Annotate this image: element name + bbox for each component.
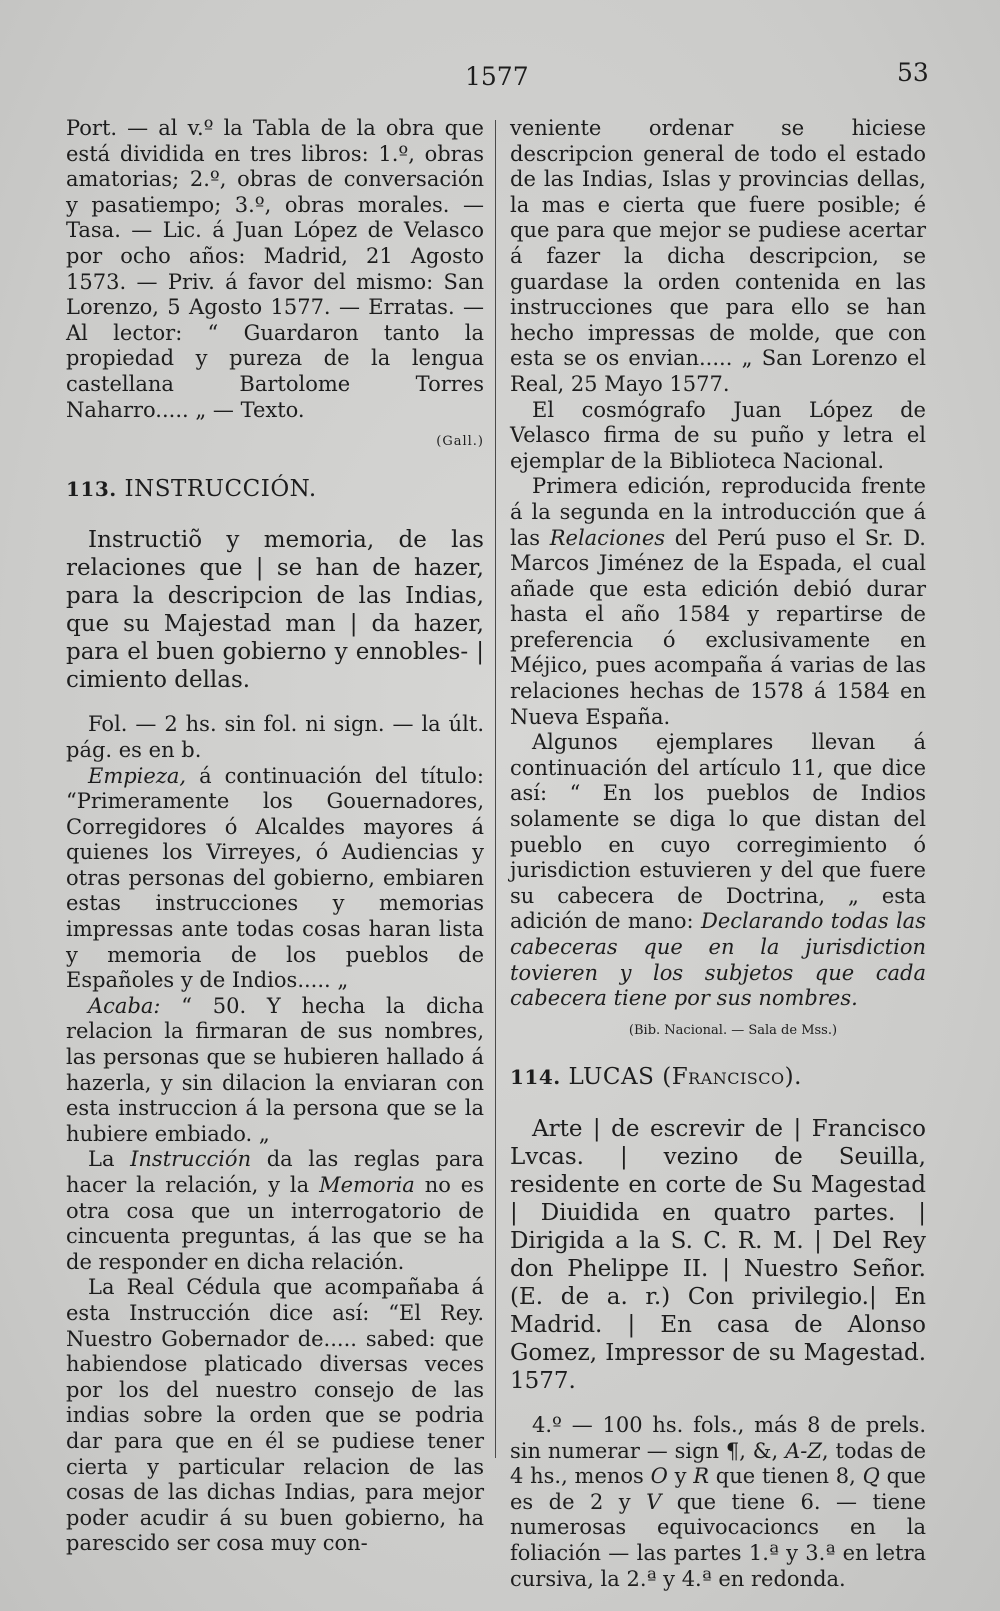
acaba-label: Acaba: [88, 993, 161, 1018]
text-run: Primera edición, reproducida frente á la segunda en la introducción que á las [510, 474, 926, 550]
text-run: que tiene 6. — tiene numerosas equivocacioncs en la foliación — las partes 1.ª y 3.ª en letra cursiva, la 2.ª y 4.ª en redonda. [510, 1489, 926, 1591]
entry-114-title: Arte | de escrevir de | Francisco Lvcas. | vezino de Seuilla, residente en corte de Su Magestad | Diuidida en quatro partes. | Dirigida a la S. C. R. M. | Del Rey don Phelippe II. | Nuestro Señor. (E. de a. r.) Con privilegio.| En Madrid. | En casa de Alonso Gomez, Impressor de su Magestad. 1577. [510, 1115, 926, 1394]
text-run: Algunos ejemplares llevan á continuación del artículo 11, que dice así: “ En los pueblos de Indios solamente se diga lo que distan del pueblo en cuyo corregimiento ó jurisdiction estuvieren y del que fuere su cabecera de Doctrina, „ esta adición de mano: [510, 730, 926, 934]
instruccion-italic: Instrucción [130, 1147, 252, 1172]
sign-o: O [650, 1464, 668, 1489]
entry-113-title-word: INSTRUCCIÓN. [124, 475, 317, 502]
text-run: , todas de 4 hs., menos [510, 1438, 927, 1489]
sign-r: R [693, 1464, 710, 1489]
empieza-paragraph [66, 764, 484, 994]
column-divider [495, 120, 496, 1458]
entry-113-title: Instructiõ y memoria, de las relaciones que | se han de hazer, para la descripcion de las Indias, que su Majestad man | da hazer, para el buen gobierno y ennobles- | cimiento dellas. [66, 527, 484, 694]
empieza-text: á continuación del título: “Primeramente los Gouernadores, Corregidores ó Alcaldes mayores á quienes los Virreyes, ó Audiencias y otras personas del gobierno, embiaren estas instrucciones y memorias impressas ante todas cosas haran lista y memoria de los pueblos de Españoles y de Indios..... „ [66, 763, 484, 993]
right-column [510, 116, 926, 1592]
memoria-italic: Memoria [319, 1173, 415, 1197]
source-bib-nacional: (Bib. Nacional. — Sala de Mss.) [628, 1022, 838, 1038]
entry-113-heading [66, 477, 484, 503]
text-run: 4.º — 100 hs. fols., más 8 de prels. sin numerar — sign ¶, &, [510, 1412, 926, 1463]
sign-q: Q [862, 1464, 880, 1489]
instruccion-paragraph [66, 1147, 484, 1275]
relaciones-italic: Relaciones [549, 525, 666, 550]
adicion-italic: Declarando todas las cabeceras que en la jurisdiction tovieren y los subjetos que cada cabecera tiene por sus nombres. [510, 909, 926, 1011]
fol-paragraph: Fol. — 2 hs. sin fol. ni sign. — la últ. pág. es en b. [66, 712, 484, 762]
empieza-label: Empieza, [88, 763, 187, 788]
acaba-paragraph [66, 994, 484, 1148]
continuation-paragraph: veniente ordenar se hiciese descripcion general de todo el estado de las Indias, Islas y provincias dellas, la mas e cierta que fuere posible; é que para que mejor se pudiese acertar á fazer la dicha descripcion, se guardase la orden contenida en las instrucciones que para ello se han hecho impressas de molde, que con esta se os envian..... „ San Lorenzo el Real, 25 Mayo 1577. [510, 116, 926, 396]
entry-114-heading [510, 1065, 926, 1091]
cedula-paragraph: La Real Cédula que acompañaba á esta Instrucción dice así: “El Rey. Nuestro Gobernador de..... sabed: que habiendose platicado diversas veces por los del nuestro consejo de las indias sobre la orden que se podria dar para que en él se pudiese tener cierta y particular relacion de las cosas de las dichas Indias, para mejor poder acudir á su buen gobierno, ha parescido ser cosa muy con- [66, 1275, 484, 1556]
acaba-text: “ 50. Y hecha la dicha relacion la firmaran de sus nombres, las personas que se hubieren hallado á hazerla, y sin dilacion la enviaran con esta instruccion á la persona que se la hubiere embiado. „ [66, 993, 484, 1146]
entry-114-name: LUCAS ( [568, 1064, 672, 1091]
text-run: y [674, 1464, 687, 1489]
text-run: da las reglas para hacer la relación, y la [66, 1147, 484, 1197]
text-run: que tienen 8, [715, 1464, 856, 1489]
primera-edicion-paragraph [510, 474, 926, 730]
text-run: que es de 2 y [510, 1464, 926, 1514]
sign-v: V [646, 1489, 662, 1514]
entry-113-number: 113. [66, 476, 117, 501]
running-header-year: 1577 [465, 62, 529, 91]
page-number: 53 [897, 58, 929, 87]
source-gall: (Gall.) [436, 434, 484, 450]
left-column [66, 116, 484, 1557]
text-run: del Perú puso el Sr. D. Marcos Jiménez de la Espada, el cual añade que esta edición debió durar hasta el año 1584 y repartirse de preferencia ó exclusivamente en Méjico, pues acompaña á varias de las relaciones hechas de 1578 á 1584 en Nueva España. [510, 525, 926, 729]
text-run: no es otra cosa que un interrogatorio de cincuenta preguntas, á las que se ha de responder en dicha relación. [66, 1173, 484, 1274]
entry-114-close: ). [784, 1064, 802, 1091]
entry-114-number: 114. [510, 1065, 561, 1090]
cosmografo-paragraph: El cosmógrafo Juan López de Velasco firma de su puño y letra el ejemplar de la Biblioteca Nacional. [510, 397, 926, 473]
entry-114-firstname: Francisco [671, 1064, 785, 1091]
port-paragraph: Port. — al v.º la Tabla de la obra que está dividida en tres libros: 1.º, obras amatorias; 2.º, obras de conversación y pasatiempo; 3.º, obras morales. — Tasa. — Lic. á Juan López de Velasco por ocho años: Madrid, 21 Agosto 1573. — Priv. á favor del mismo: San Lorenzo, 5 Agosto 1577. — Erratas. — Al lector: “ Guardaron tanto la propiedad y pureza de la lengua castellana Bartolome Torres Naharro..... „ — Texto. [66, 116, 484, 422]
sign-az: A-Z [785, 1438, 822, 1463]
fols-paragraph [510, 1413, 926, 1592]
text-run: La [88, 1147, 115, 1172]
algunos-paragraph [510, 730, 926, 1012]
